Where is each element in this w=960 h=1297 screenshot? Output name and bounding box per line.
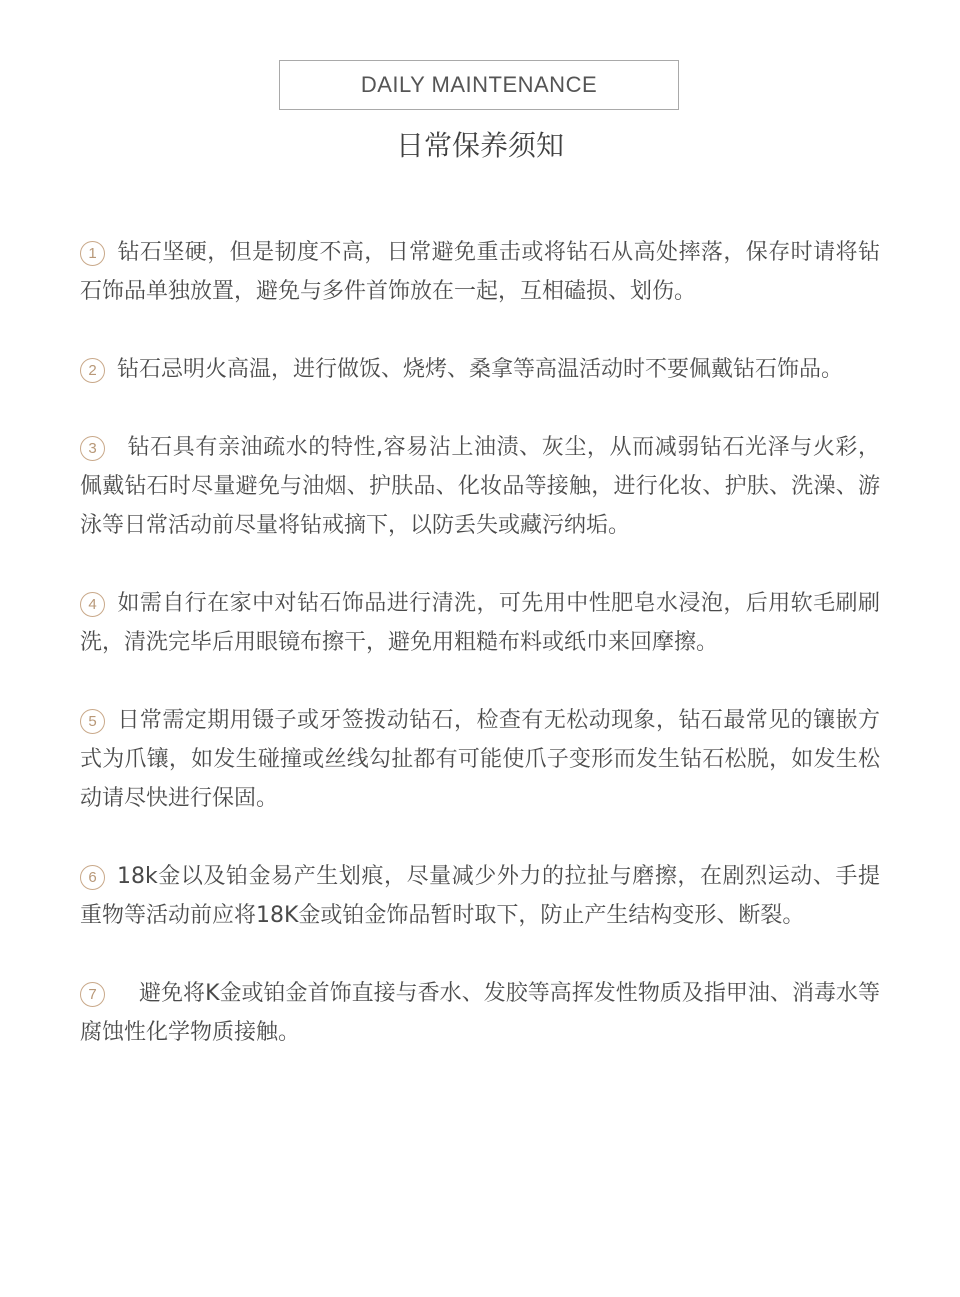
list-item bbox=[80, 701, 880, 818]
list-item bbox=[80, 233, 880, 311]
item-number-badge: 5 bbox=[80, 709, 105, 734]
list-item bbox=[80, 350, 880, 389]
item-number-badge: 7 bbox=[80, 982, 105, 1007]
list-item bbox=[80, 974, 880, 1052]
item-number-badge: 4 bbox=[80, 592, 105, 617]
maintenance-list bbox=[80, 233, 880, 1091]
list-item bbox=[80, 857, 880, 935]
item-text: 钻石坚硬，但是韧度不高，日常避免重击或将钻石从高处摔落，保存时请将钻石饰品单独放置，避免与多件首饰放在一起，互相磕损、划伤。 bbox=[80, 240, 880, 304]
item-text: 日常需定期用镊子或牙签拨动钻石，检查有无松动现象，钻石最常见的镶嵌方式为爪镶，如发生碰撞或丝线勾扯都有可能使爪子变形而发生钻石松脱，如发生松动请尽快进行保固。 bbox=[80, 708, 880, 811]
item-text: 避免将K金或铂金首饰直接与香水、发胶等高挥发性物质及指甲油、消毒水等腐蚀性化学物质接触。 bbox=[80, 981, 880, 1045]
page-title: 日常保养须知 bbox=[395, 129, 564, 162]
item-text: 钻石具有亲油疏水的特性,容易沾上油渍、灰尘，从而减弱钻石光泽与火彩， 佩戴钻石时尽量避免与油烟、护肤品、化妆品等接触，进行化妆、护肤、洗澡、游泳等日常活动前尽量将钻戒摘下，以防丢失或藏污纳垢。 bbox=[80, 435, 880, 538]
item-number-badge: 2 bbox=[80, 358, 105, 383]
item-number-badge: 3 bbox=[80, 436, 105, 461]
section-label: DAILY MAINTENANCE bbox=[360, 72, 598, 97]
list-item bbox=[80, 428, 880, 545]
list-item bbox=[80, 584, 880, 662]
item-text: 如需自行在家中对钻石饰品进行清洗，可先用中性肥皂水浸泡，后用软毛刷刷洗，清洗完毕后用眼镜布擦干，避免用粗糙布料或纸巾来回摩擦。 bbox=[80, 591, 880, 655]
item-text: 18k金以及铂金易产生划痕，尽量减少外力的拉扯与磨擦，在剧烈运动、手提重物等活动前应将18K金或铂金饰品暂时取下，防止产生结构变形、断裂。 bbox=[80, 864, 880, 928]
item-text: 钻石忌明火高温，进行做饭、烧烤、桑拿等高温活动时不要佩戴钻石饰品。 bbox=[117, 357, 844, 382]
section-label-box bbox=[279, 60, 679, 110]
item-number-badge: 6 bbox=[80, 865, 105, 890]
item-number-badge: 1 bbox=[80, 241, 105, 266]
